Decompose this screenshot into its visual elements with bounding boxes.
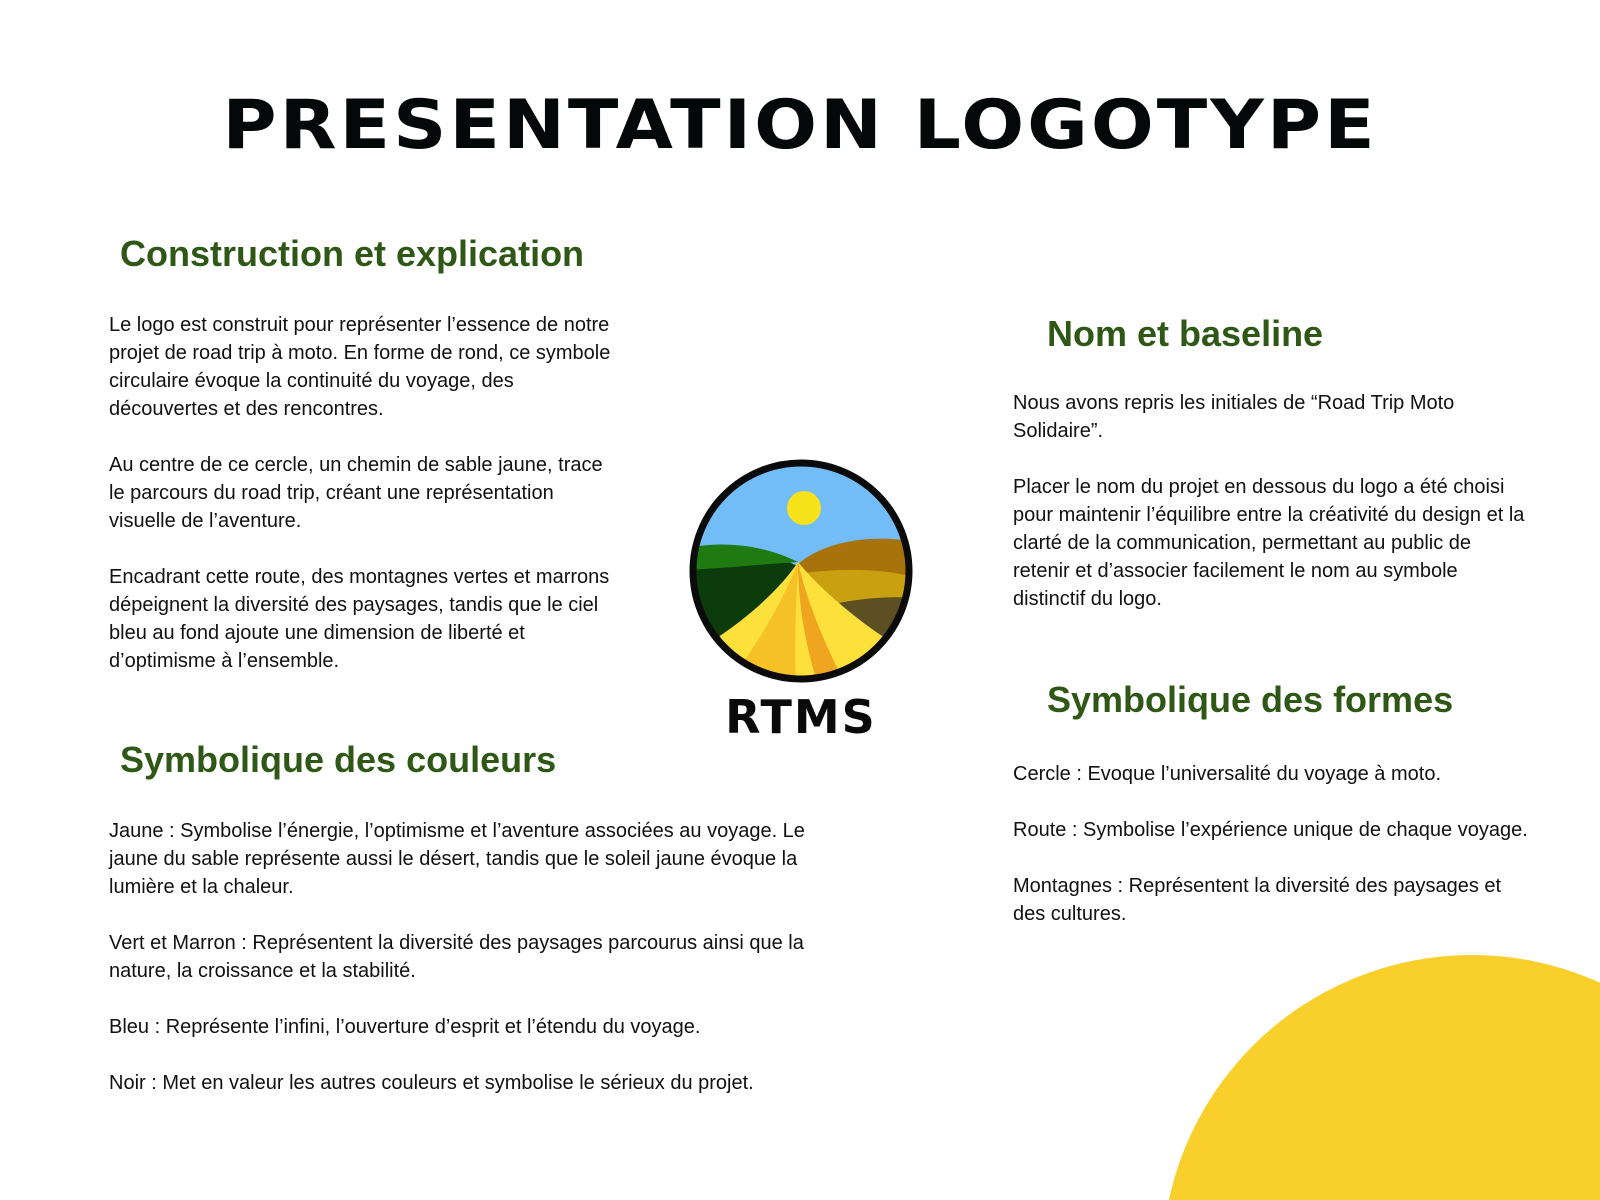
shapes-text: [1013, 760, 1533, 928]
colors-text: [109, 817, 809, 1097]
shapes-paragraph: Montagnes : Représentent la diversité des paysages et des cultures.: [1013, 875, 1502, 925]
decorative-yellow-circle: [1162, 955, 1600, 1200]
colors-paragraph: Bleu : Représente l’infini, l’ouverture d’esprit et l’étendu du voyage.: [109, 1016, 701, 1038]
shapes-heading: Symbolique des formes: [1047, 679, 1454, 720]
rtms-logo: [686, 456, 916, 746]
name-paragraph: Nous avons repris les initiales de “Road Trip Moto Solidaire”.: [1013, 392, 1455, 442]
construction-paragraph: Encadrant cette route, des montagnes vertes et marrons dépeignent la diversité des paysages, tandis que le ciel bleu au fond ajoute une dimension de liberté et d’optimisme à l’ensemble.: [109, 566, 610, 672]
colors-heading: Symbolique des couleurs: [120, 739, 557, 780]
name-text: [1013, 389, 1533, 613]
construction-text: [109, 311, 619, 675]
colors-paragraph: Vert et Marron : Représentent la diversité des paysages parcourus ainsi que la nature, la croissance et la stabilité.: [109, 932, 804, 982]
construction-paragraph: Le logo est construit pour représenter l’essence de notre projet de road trip à moto. En forme de rond, ce symbole circulaire évoque la continuité du voyage, des découvertes et des rencontres.: [109, 314, 611, 420]
page-title: PRESENTATION LOGOTYPE: [222, 85, 1378, 165]
colors-paragraph: Noir : Met en valeur les autres couleurs et symbolise le sérieux du projet.: [109, 1072, 754, 1094]
logo-sun: [787, 491, 821, 525]
logo-wordmark: RTMS: [725, 690, 877, 744]
construction-heading: Construction et explication: [120, 233, 585, 274]
logo-emblem: [686, 456, 916, 686]
name-heading: Nom et baseline: [1047, 313, 1324, 354]
colors-paragraph: Jaune : Symbolise l’énergie, l’optimisme et l’aventure associées au voyage. Le jaune du sable représente aussi le désert, tandis que le soleil jaune évoque la lumière et la chaleur.: [109, 820, 805, 898]
shapes-paragraph: Cercle : Evoque l’universalité du voyage à moto.: [1013, 763, 1442, 785]
construction-paragraph: Au centre de ce cercle, un chemin de sable jaune, trace le parcours du road trip, créant une représentation visuelle de l’aventure.: [109, 454, 603, 532]
name-paragraph: Placer le nom du projet en dessous du logo a été choisi pour maintenir l’équilibre entre la créativité du design et la clarté de la communication, permettant au public de retenir et d’associer facilement le nom au symbole distinctif du logo.: [1013, 476, 1525, 610]
shapes-paragraph: Route : Symbolise l’expérience unique de chaque voyage.: [1013, 819, 1528, 841]
